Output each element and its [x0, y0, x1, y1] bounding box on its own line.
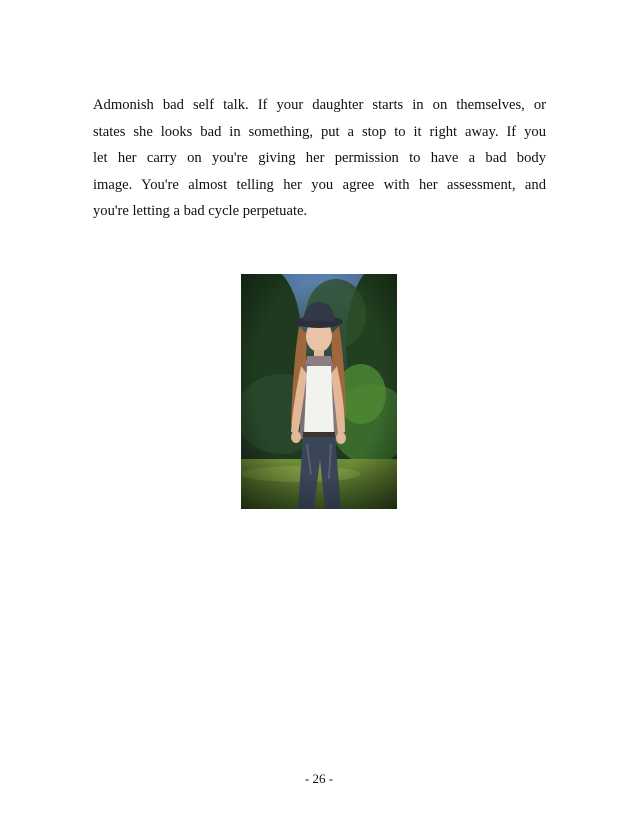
paragraph-line: let her carry on you're giving her permission to have a bad body — [93, 150, 546, 166]
paragraph-line: Admonish bad self talk. If your daughter starts in on themselves, or — [93, 97, 546, 113]
paragraph-line: image. You're almost telling her you agree with her assessment, and — [93, 176, 546, 193]
paragraph-line: states she looks bad in something, put a stop to it right away. If you — [93, 123, 546, 140]
woman-outdoor-photo — [241, 274, 397, 509]
body-paragraph — [93, 92, 546, 225]
page-number: - 26 - — [304, 771, 334, 786]
paragraph-line: you're letting a bad cycle perpetuate. — [93, 203, 308, 219]
